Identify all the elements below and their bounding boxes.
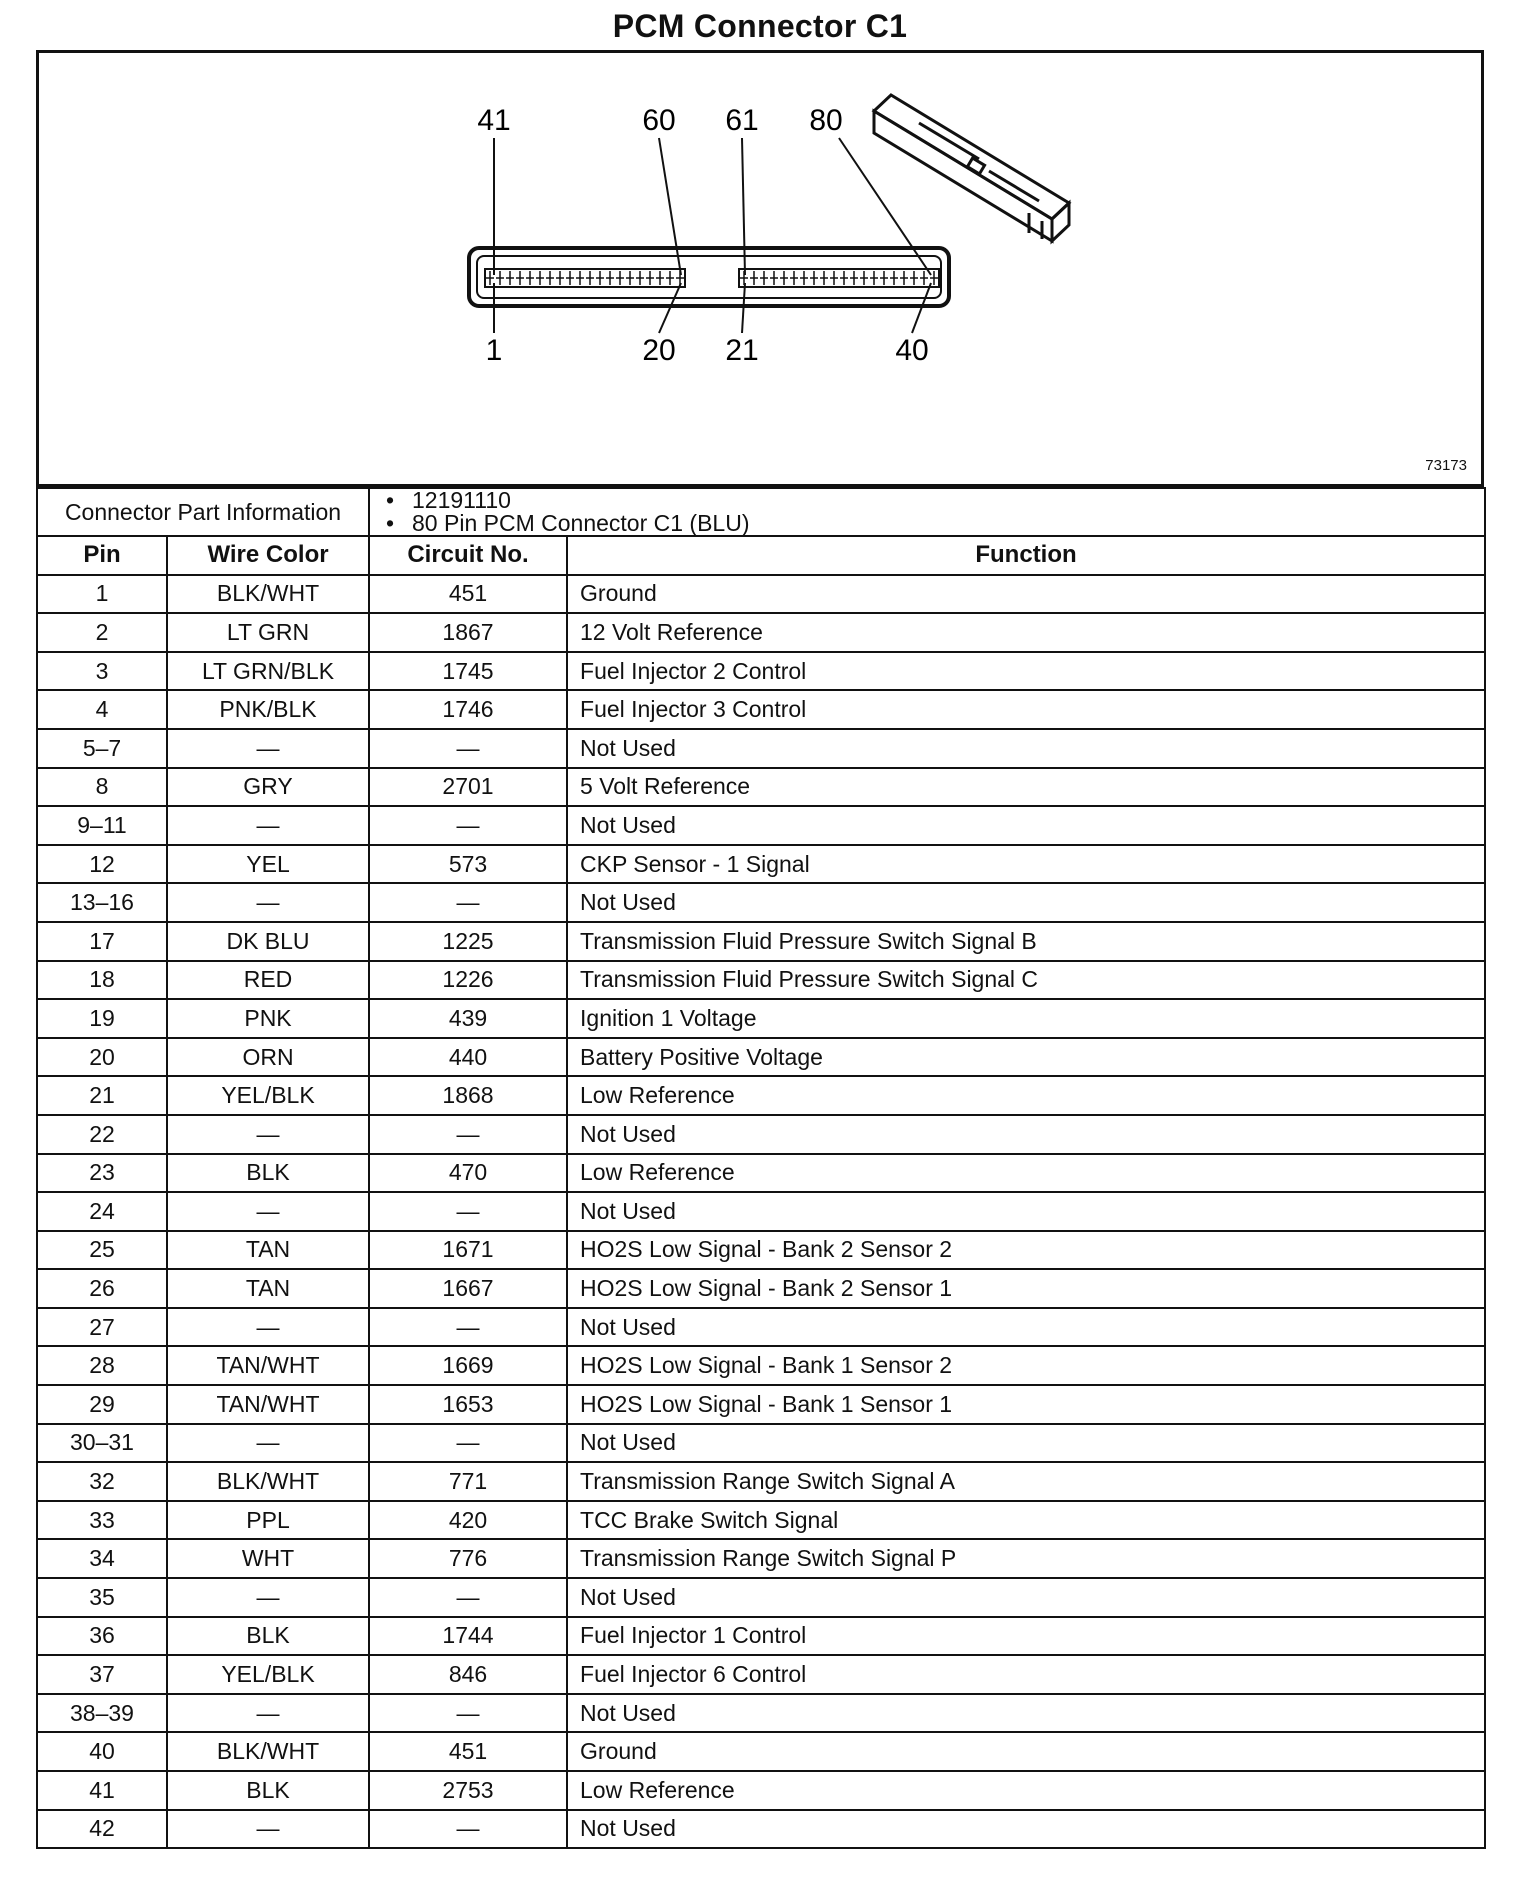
function-cell: Not Used [567, 1115, 1485, 1154]
pin-cell: 20 [37, 1038, 167, 1077]
connector-isometric-view [874, 95, 1069, 241]
pin-cell: 35 [37, 1578, 167, 1617]
function-cell: HO2S Low Signal - Bank 2 Sensor 2 [567, 1231, 1485, 1270]
function-cell: Battery Positive Voltage [567, 1038, 1485, 1077]
function-cell: Not Used [567, 806, 1485, 845]
wire-color-cell: YEL/BLK [167, 1655, 369, 1694]
function-cell: Ground [567, 1732, 1485, 1771]
table-row [37, 1501, 1485, 1540]
wire-color-cell: BLK [167, 1771, 369, 1810]
pin-cell: 42 [37, 1810, 167, 1849]
table-row [37, 652, 1485, 691]
wire-color-cell: PNK [167, 999, 369, 1038]
wire-color-cell: YEL [167, 845, 369, 884]
table-row [37, 1308, 1485, 1347]
table-row [37, 690, 1485, 729]
pin-cell: 23 [37, 1154, 167, 1193]
function-cell: Fuel Injector 1 Control [567, 1617, 1485, 1656]
pin-cell: 19 [37, 999, 167, 1038]
table-row [37, 1424, 1485, 1463]
wire-color-cell: BLK/WHT [167, 575, 369, 614]
pin-label-20: 20 [642, 334, 676, 367]
wire-color-cell: YEL/BLK [167, 1076, 369, 1115]
function-cell: Transmission Fluid Pressure Switch Signal B [567, 922, 1485, 961]
pin-cell: 3 [37, 652, 167, 691]
function-cell: HO2S Low Signal - Bank 1 Sensor 1 [567, 1385, 1485, 1424]
table-row [37, 1115, 1485, 1154]
function-cell: Not Used [567, 1810, 1485, 1849]
wire-color-cell: — [167, 1578, 369, 1617]
table-row [37, 1385, 1485, 1424]
header-wire-color: Wire Color [167, 536, 369, 575]
wire-color-cell: RED [167, 961, 369, 1000]
pin-cell: 22 [37, 1115, 167, 1154]
circuit-cell: 2753 [369, 1771, 567, 1810]
wire-color-cell: — [167, 883, 369, 922]
function-cell: Fuel Injector 6 Control [567, 1655, 1485, 1694]
wire-color-cell: BLK [167, 1617, 369, 1656]
table-row [37, 1038, 1485, 1077]
connector-description: • 80 Pin PCM Connector C1 (BLU) [412, 512, 1484, 535]
circuit-cell: — [369, 1308, 567, 1347]
pin-label-80: 80 [809, 104, 843, 137]
table-row [37, 806, 1485, 845]
wire-color-cell: — [167, 1192, 369, 1231]
circuit-cell: 440 [369, 1038, 567, 1077]
wire-color-cell: — [167, 1115, 369, 1154]
table-row [37, 1076, 1485, 1115]
cavity-group-right [739, 269, 939, 287]
leader-61 [742, 138, 745, 275]
wire-color-cell: BLK [167, 1154, 369, 1193]
pin-cell: 12 [37, 845, 167, 884]
circuit-cell: 771 [369, 1462, 567, 1501]
table-row [37, 1617, 1485, 1656]
function-cell: Not Used [567, 1694, 1485, 1733]
wire-color-cell: GRY [167, 768, 369, 807]
table-row [37, 575, 1485, 614]
table-row [37, 1539, 1485, 1578]
page-title: PCM Connector C1 [612, 8, 908, 44]
table-row [37, 1462, 1485, 1501]
pin-label-40: 40 [895, 334, 929, 367]
leader-60 [659, 138, 681, 275]
circuit-cell: 470 [369, 1154, 567, 1193]
circuit-cell: 1226 [369, 961, 567, 1000]
function-cell: Low Reference [567, 1771, 1485, 1810]
circuit-cell: 1867 [369, 613, 567, 652]
connector-body-inner [477, 256, 941, 298]
function-cell: Transmission Range Switch Signal P [567, 1539, 1485, 1578]
function-cell: Fuel Injector 3 Control [567, 690, 1485, 729]
pin-cell: 1 [37, 575, 167, 614]
figure-id: 73173 [1425, 457, 1467, 474]
circuit-cell: 573 [369, 845, 567, 884]
wire-color-cell: — [167, 806, 369, 845]
pin-cell: 29 [37, 1385, 167, 1424]
header-pin: Pin [37, 536, 167, 575]
table-row [37, 1655, 1485, 1694]
pin-label-21: 21 [725, 334, 759, 367]
function-cell: Low Reference [567, 1076, 1485, 1115]
table-header-row [37, 536, 1485, 575]
circuit-cell: — [369, 1192, 567, 1231]
function-cell: Not Used [567, 1578, 1485, 1617]
pin-cell: 33 [37, 1501, 167, 1540]
table-row [37, 729, 1485, 768]
pin-cell: 18 [37, 961, 167, 1000]
function-cell: HO2S Low Signal - Bank 1 Sensor 2 [567, 1346, 1485, 1385]
table-row [37, 961, 1485, 1000]
pin-cell: 13–16 [37, 883, 167, 922]
wire-color-cell: ORN [167, 1038, 369, 1077]
function-cell: 12 Volt Reference [567, 613, 1485, 652]
cavity-group-left [485, 269, 685, 287]
wire-color-cell: — [167, 1694, 369, 1733]
circuit-cell: 1225 [369, 922, 567, 961]
table-row [37, 613, 1485, 652]
circuit-cell: 1746 [369, 690, 567, 729]
function-cell: CKP Sensor - 1 Signal [567, 845, 1485, 884]
pin-cell: 37 [37, 1655, 167, 1694]
table-row [37, 1346, 1485, 1385]
pin-cell: 5–7 [37, 729, 167, 768]
table-row [37, 1154, 1485, 1193]
circuit-cell: — [369, 1694, 567, 1733]
pin-cell: 2 [37, 613, 167, 652]
wire-color-cell: TAN/WHT [167, 1346, 369, 1385]
pin-cell: 32 [37, 1462, 167, 1501]
connector-part-number: • 12191110 [412, 489, 1484, 512]
circuit-cell: 776 [369, 1539, 567, 1578]
function-cell: Transmission Range Switch Signal A [567, 1462, 1485, 1501]
pin-label-60: 60 [642, 104, 676, 137]
wire-color-cell: BLK/WHT [167, 1462, 369, 1501]
header-circuit-no: Circuit No. [369, 536, 567, 575]
wire-color-cell: TAN/WHT [167, 1385, 369, 1424]
table-row [37, 883, 1485, 922]
connector-info-label: Connector Part Information [37, 488, 369, 536]
function-cell: Ground [567, 575, 1485, 614]
wire-color-cell: TAN [167, 1269, 369, 1308]
wire-color-cell: — [167, 1810, 369, 1849]
function-cell: Ignition 1 Voltage [567, 999, 1485, 1038]
wire-color-cell: — [167, 729, 369, 768]
circuit-cell: 1653 [369, 1385, 567, 1424]
pin-cell: 17 [37, 922, 167, 961]
wire-color-cell: WHT [167, 1539, 369, 1578]
circuit-cell: 420 [369, 1501, 567, 1540]
pin-cell: 21 [37, 1076, 167, 1115]
circuit-cell: — [369, 1810, 567, 1849]
pin-label-41: 41 [477, 104, 511, 137]
circuit-cell: 1667 [369, 1269, 567, 1308]
pin-cell: 4 [37, 690, 167, 729]
pin-cell: 25 [37, 1231, 167, 1270]
connector-figure [36, 50, 1484, 487]
pin-cell: 40 [37, 1732, 167, 1771]
circuit-cell: 2701 [369, 768, 567, 807]
pin-cell: 9–11 [37, 806, 167, 845]
pin-label-61: 61 [725, 104, 759, 137]
function-cell: Not Used [567, 1192, 1485, 1231]
circuit-cell: 1744 [369, 1617, 567, 1656]
wire-color-cell: LT GRN/BLK [167, 652, 369, 691]
header-function: Function [567, 536, 1485, 575]
circuit-cell: 439 [369, 999, 567, 1038]
pin-cell: 41 [37, 1771, 167, 1810]
pin-cell: 8 [37, 768, 167, 807]
circuit-cell: 846 [369, 1655, 567, 1694]
table-row [37, 999, 1485, 1038]
pin-cell: 38–39 [37, 1694, 167, 1733]
table-row [37, 1578, 1485, 1617]
table-row [37, 1269, 1485, 1308]
pin-table [36, 487, 1486, 1849]
table-row [37, 1231, 1485, 1270]
table-row [37, 845, 1485, 884]
function-cell: Not Used [567, 1308, 1485, 1347]
connector-diagram [39, 53, 1487, 490]
table-row [37, 922, 1485, 961]
wire-color-cell: — [167, 1424, 369, 1463]
circuit-cell: 451 [369, 575, 567, 614]
function-cell: Low Reference [567, 1154, 1485, 1193]
table-row [37, 1732, 1485, 1771]
circuit-cell: — [369, 806, 567, 845]
wire-color-cell: PNK/BLK [167, 690, 369, 729]
wire-color-cell: — [167, 1308, 369, 1347]
pin-cell: 30–31 [37, 1424, 167, 1463]
wire-color-cell: BLK/WHT [167, 1732, 369, 1771]
pin-cell: 36 [37, 1617, 167, 1656]
function-cell: TCC Brake Switch Signal [567, 1501, 1485, 1540]
connector-info-row [37, 488, 1485, 536]
function-cell: Not Used [567, 883, 1485, 922]
pin-cell: 28 [37, 1346, 167, 1385]
pin-cell: 34 [37, 1539, 167, 1578]
wire-color-cell: LT GRN [167, 613, 369, 652]
circuit-cell: — [369, 729, 567, 768]
function-cell: 5 Volt Reference [567, 768, 1485, 807]
function-cell: Not Used [567, 1424, 1485, 1463]
table-row [37, 1810, 1485, 1849]
circuit-cell: 1671 [369, 1231, 567, 1270]
pin-label-1: 1 [485, 334, 503, 367]
table-row [37, 1192, 1485, 1231]
table-row [37, 768, 1485, 807]
circuit-cell: 1669 [369, 1346, 567, 1385]
circuit-cell: — [369, 883, 567, 922]
circuit-cell: 1745 [369, 652, 567, 691]
table-row [37, 1771, 1485, 1810]
circuit-cell: 1868 [369, 1076, 567, 1115]
pin-cell: 26 [37, 1269, 167, 1308]
wire-color-cell: TAN [167, 1231, 369, 1270]
pin-cell: 27 [37, 1308, 167, 1347]
circuit-cell: — [369, 1578, 567, 1617]
pin-cell: 24 [37, 1192, 167, 1231]
function-cell: Fuel Injector 2 Control [567, 652, 1485, 691]
function-cell: Transmission Fluid Pressure Switch Signal C [567, 961, 1485, 1000]
connector-info-list [369, 488, 1485, 536]
circuit-cell: — [369, 1115, 567, 1154]
wire-color-cell: DK BLU [167, 922, 369, 961]
wire-color-cell: PPL [167, 1501, 369, 1540]
circuit-cell: 451 [369, 1732, 567, 1771]
function-cell: HO2S Low Signal - Bank 2 Sensor 1 [567, 1269, 1485, 1308]
function-cell: Not Used [567, 729, 1485, 768]
circuit-cell: — [369, 1424, 567, 1463]
table-row [37, 1694, 1485, 1733]
